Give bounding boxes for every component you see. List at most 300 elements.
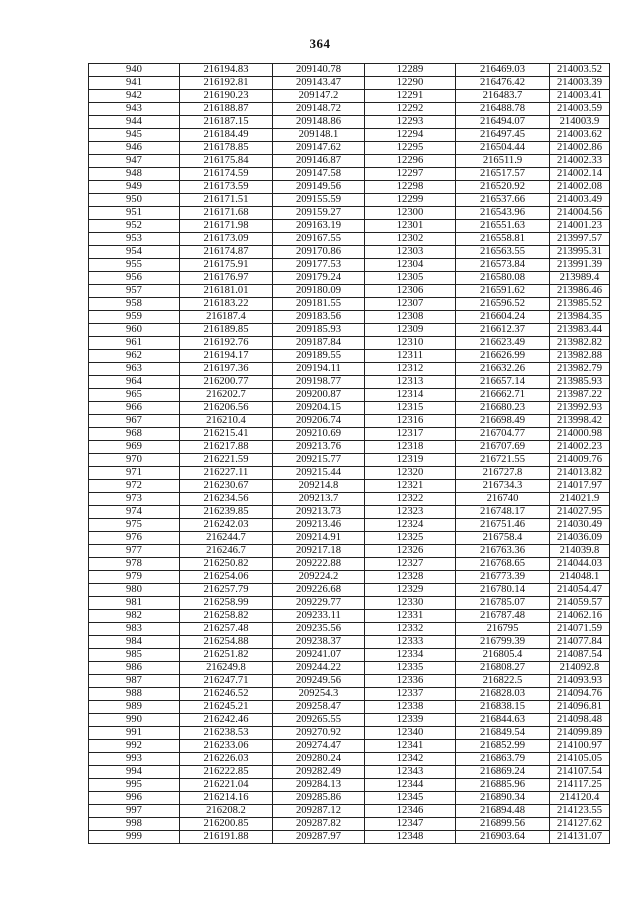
x-coordinate-b-cell: 216626.99: [456, 350, 550, 363]
y-coordinate-a-cell: 209213.46: [273, 519, 365, 532]
table-row: [89, 493, 610, 506]
point-number-b-cell: 12302: [365, 233, 456, 246]
point-number-b-cell: 12305: [365, 272, 456, 285]
point-number-a-cell: 942: [89, 90, 180, 103]
point-number-a-cell: 949: [89, 181, 180, 194]
x-coordinate-a-cell: 216246.52: [180, 688, 273, 701]
x-coordinate-b-cell: 216704.77: [456, 428, 550, 441]
y-coordinate-a-cell: 209143.47: [273, 77, 365, 90]
x-coordinate-a-cell: 216184.49: [180, 129, 273, 142]
point-number-b-cell: 12343: [365, 766, 456, 779]
table-row: [89, 311, 610, 324]
point-number-b-cell: 12335: [365, 662, 456, 675]
point-number-a-cell: 953: [89, 233, 180, 246]
point-number-a-cell: 958: [89, 298, 180, 311]
x-coordinate-a-cell: 216221.59: [180, 454, 273, 467]
y-coordinate-a-cell: 209217.18: [273, 545, 365, 558]
point-number-a-cell: 948: [89, 168, 180, 181]
table-row: [89, 610, 610, 623]
table-row: [89, 285, 610, 298]
y-coordinate-a-cell: 209187.84: [273, 337, 365, 350]
x-coordinate-b-cell: 216698.49: [456, 415, 550, 428]
point-number-b-cell: 12325: [365, 532, 456, 545]
x-coordinate-b-cell: 216799.39: [456, 636, 550, 649]
table-row: [89, 337, 610, 350]
x-coordinate-a-cell: 216217.88: [180, 441, 273, 454]
y-coordinate-a-cell: 209149.56: [273, 181, 365, 194]
point-number-a-cell: 968: [89, 428, 180, 441]
point-number-b-cell: 12312: [365, 363, 456, 376]
x-coordinate-b-cell: 216488.78: [456, 103, 550, 116]
table-row: [89, 350, 610, 363]
table-row: [89, 792, 610, 805]
x-coordinate-a-cell: 216188.87: [180, 103, 273, 116]
table-row: [89, 558, 610, 571]
x-coordinate-b-cell: 216558.81: [456, 233, 550, 246]
y-coordinate-b-cell: 214001.23: [550, 220, 610, 233]
y-coordinate-b-cell: 213989.4: [550, 272, 610, 285]
y-coordinate-b-cell: 214107.54: [550, 766, 610, 779]
table-row: [89, 623, 610, 636]
point-number-a-cell: 960: [89, 324, 180, 337]
table-row: [89, 142, 610, 155]
point-number-b-cell: 12293: [365, 116, 456, 129]
y-coordinate-b-cell: 214094.76: [550, 688, 610, 701]
y-coordinate-b-cell: 213985.52: [550, 298, 610, 311]
point-number-a-cell: 997: [89, 805, 180, 818]
y-coordinate-a-cell: 209147.2: [273, 90, 365, 103]
table-row: [89, 233, 610, 246]
table-row: [89, 805, 610, 818]
x-coordinate-a-cell: 216206.56: [180, 402, 273, 415]
point-number-a-cell: 983: [89, 623, 180, 636]
x-coordinate-b-cell: 216657.14: [456, 376, 550, 389]
point-number-a-cell: 965: [89, 389, 180, 402]
x-coordinate-b-cell: 216497.45: [456, 129, 550, 142]
point-number-a-cell: 944: [89, 116, 180, 129]
y-coordinate-a-cell: 209235.56: [273, 623, 365, 636]
y-coordinate-a-cell: 209147.62: [273, 142, 365, 155]
y-coordinate-b-cell: 213995.31: [550, 246, 610, 259]
point-number-a-cell: 977: [89, 545, 180, 558]
x-coordinate-b-cell: 216632.26: [456, 363, 550, 376]
y-coordinate-b-cell: 214123.55: [550, 805, 610, 818]
point-number-b-cell: 12348: [365, 831, 456, 844]
x-coordinate-b-cell: 216780.14: [456, 584, 550, 597]
table-row: [89, 597, 610, 610]
x-coordinate-b-cell: 216763.36: [456, 545, 550, 558]
y-coordinate-b-cell: 214077.84: [550, 636, 610, 649]
y-coordinate-b-cell: 214093.93: [550, 675, 610, 688]
x-coordinate-b-cell: 216894.48: [456, 805, 550, 818]
y-coordinate-a-cell: 209198.77: [273, 376, 365, 389]
x-coordinate-a-cell: 216175.84: [180, 155, 273, 168]
table-row: [89, 428, 610, 441]
y-coordinate-b-cell: 214098.48: [550, 714, 610, 727]
x-coordinate-a-cell: 216192.81: [180, 77, 273, 90]
x-coordinate-b-cell: 216707.69: [456, 441, 550, 454]
y-coordinate-b-cell: 214036.09: [550, 532, 610, 545]
table-row: [89, 64, 610, 77]
x-coordinate-a-cell: 216221.04: [180, 779, 273, 792]
table-row: [89, 207, 610, 220]
x-coordinate-b-cell: 216773.39: [456, 571, 550, 584]
x-coordinate-a-cell: 216208.2: [180, 805, 273, 818]
y-coordinate-a-cell: 209280.24: [273, 753, 365, 766]
point-number-a-cell: 993: [89, 753, 180, 766]
x-coordinate-b-cell: 216483.7: [456, 90, 550, 103]
point-number-b-cell: 12311: [365, 350, 456, 363]
y-coordinate-a-cell: 209213.76: [273, 441, 365, 454]
x-coordinate-a-cell: 216171.68: [180, 207, 273, 220]
x-coordinate-b-cell: 216734.3: [456, 480, 550, 493]
y-coordinate-b-cell: 214002.14: [550, 168, 610, 181]
y-coordinate-b-cell: 214100.97: [550, 740, 610, 753]
x-coordinate-a-cell: 216254.88: [180, 636, 273, 649]
point-number-a-cell: 972: [89, 480, 180, 493]
y-coordinate-b-cell: 214054.47: [550, 584, 610, 597]
y-coordinate-a-cell: 209179.24: [273, 272, 365, 285]
table-row: [89, 467, 610, 480]
table-row: [89, 376, 610, 389]
y-coordinate-a-cell: 209215.44: [273, 467, 365, 480]
y-coordinate-a-cell: 209204.15: [273, 402, 365, 415]
y-coordinate-a-cell: 209222.88: [273, 558, 365, 571]
point-number-a-cell: 950: [89, 194, 180, 207]
y-coordinate-a-cell: 209167.55: [273, 233, 365, 246]
point-number-a-cell: 988: [89, 688, 180, 701]
y-coordinate-b-cell: 214017.97: [550, 480, 610, 493]
point-number-a-cell: 971: [89, 467, 180, 480]
x-coordinate-a-cell: 216171.98: [180, 220, 273, 233]
table-row: [89, 220, 610, 233]
point-number-b-cell: 12345: [365, 792, 456, 805]
y-coordinate-b-cell: 213983.44: [550, 324, 610, 337]
point-number-b-cell: 12330: [365, 597, 456, 610]
point-number-b-cell: 12334: [365, 649, 456, 662]
point-number-a-cell: 962: [89, 350, 180, 363]
x-coordinate-a-cell: 216187.15: [180, 116, 273, 129]
point-number-b-cell: 12333: [365, 636, 456, 649]
point-number-a-cell: 986: [89, 662, 180, 675]
y-coordinate-b-cell: 213986.46: [550, 285, 610, 298]
y-coordinate-b-cell: 214002.23: [550, 441, 610, 454]
x-coordinate-a-cell: 216246.7: [180, 545, 273, 558]
point-number-b-cell: 12318: [365, 441, 456, 454]
y-coordinate-a-cell: 209194.11: [273, 363, 365, 376]
table-row: [89, 779, 610, 792]
y-coordinate-b-cell: 214062.16: [550, 610, 610, 623]
y-coordinate-b-cell: 214027.95: [550, 506, 610, 519]
point-number-a-cell: 974: [89, 506, 180, 519]
y-coordinate-a-cell: 209148.72: [273, 103, 365, 116]
y-coordinate-b-cell: 214013.82: [550, 467, 610, 480]
table-row: [89, 545, 610, 558]
point-number-b-cell: 12308: [365, 311, 456, 324]
point-number-b-cell: 12307: [365, 298, 456, 311]
y-coordinate-b-cell: 214131.07: [550, 831, 610, 844]
x-coordinate-b-cell: 216885.96: [456, 779, 550, 792]
x-coordinate-a-cell: 216230.67: [180, 480, 273, 493]
x-coordinate-b-cell: 216504.44: [456, 142, 550, 155]
point-number-a-cell: 941: [89, 77, 180, 90]
table-row: [89, 831, 610, 844]
table-row: [89, 766, 610, 779]
x-coordinate-b-cell: 216551.63: [456, 220, 550, 233]
y-coordinate-b-cell: 214039.8: [550, 545, 610, 558]
x-coordinate-a-cell: 216200.85: [180, 818, 273, 831]
x-coordinate-b-cell: 216785.07: [456, 597, 550, 610]
point-number-b-cell: 12303: [365, 246, 456, 259]
x-coordinate-a-cell: 216239.85: [180, 506, 273, 519]
x-coordinate-a-cell: 216202.7: [180, 389, 273, 402]
table-row: [89, 519, 610, 532]
x-coordinate-a-cell: 216215.41: [180, 428, 273, 441]
y-coordinate-a-cell: 209181.55: [273, 298, 365, 311]
y-coordinate-a-cell: 209210.69: [273, 428, 365, 441]
point-number-b-cell: 12329: [365, 584, 456, 597]
point-number-a-cell: 964: [89, 376, 180, 389]
x-coordinate-b-cell: 216469.03: [456, 64, 550, 77]
point-number-a-cell: 978: [89, 558, 180, 571]
point-number-a-cell: 992: [89, 740, 180, 753]
y-coordinate-b-cell: 213997.57: [550, 233, 610, 246]
y-coordinate-b-cell: 213984.35: [550, 311, 610, 324]
x-coordinate-a-cell: 216242.03: [180, 519, 273, 532]
point-number-b-cell: 12328: [365, 571, 456, 584]
point-number-b-cell: 12292: [365, 103, 456, 116]
y-coordinate-b-cell: 214000.98: [550, 428, 610, 441]
x-coordinate-a-cell: 216247.71: [180, 675, 273, 688]
x-coordinate-b-cell: 216751.46: [456, 519, 550, 532]
y-coordinate-b-cell: 214071.59: [550, 623, 610, 636]
point-number-b-cell: 12299: [365, 194, 456, 207]
x-coordinate-a-cell: 216190.23: [180, 90, 273, 103]
y-coordinate-a-cell: 209200.87: [273, 389, 365, 402]
x-coordinate-a-cell: 216194.17: [180, 350, 273, 363]
point-number-b-cell: 12337: [365, 688, 456, 701]
point-number-a-cell: 945: [89, 129, 180, 142]
y-coordinate-b-cell: 213982.79: [550, 363, 610, 376]
y-coordinate-b-cell: 213991.39: [550, 259, 610, 272]
point-number-a-cell: 963: [89, 363, 180, 376]
point-number-b-cell: 12315: [365, 402, 456, 415]
x-coordinate-b-cell: 216517.57: [456, 168, 550, 181]
x-coordinate-b-cell: 216563.55: [456, 246, 550, 259]
x-coordinate-b-cell: 216805.4: [456, 649, 550, 662]
y-coordinate-a-cell: 209213.73: [273, 506, 365, 519]
point-number-b-cell: 12340: [365, 727, 456, 740]
y-coordinate-b-cell: 214021.9: [550, 493, 610, 506]
table-row: [89, 688, 610, 701]
y-coordinate-a-cell: 209146.87: [273, 155, 365, 168]
x-coordinate-a-cell: 216194.83: [180, 64, 273, 77]
x-coordinate-a-cell: 216233.06: [180, 740, 273, 753]
point-number-b-cell: 12336: [365, 675, 456, 688]
point-number-a-cell: 995: [89, 779, 180, 792]
y-coordinate-a-cell: 209249.56: [273, 675, 365, 688]
point-number-a-cell: 991: [89, 727, 180, 740]
x-coordinate-a-cell: 216214.16: [180, 792, 273, 805]
point-number-b-cell: 12309: [365, 324, 456, 337]
x-coordinate-a-cell: 216192.76: [180, 337, 273, 350]
point-number-a-cell: 959: [89, 311, 180, 324]
x-coordinate-a-cell: 216254.06: [180, 571, 273, 584]
x-coordinate-a-cell: 216226.03: [180, 753, 273, 766]
point-number-b-cell: 12300: [365, 207, 456, 220]
table-row: [89, 727, 610, 740]
x-coordinate-b-cell: 216869.24: [456, 766, 550, 779]
point-number-b-cell: 12301: [365, 220, 456, 233]
y-coordinate-a-cell: 209282.49: [273, 766, 365, 779]
x-coordinate-b-cell: 216795: [456, 623, 550, 636]
x-coordinate-b-cell: 216787.48: [456, 610, 550, 623]
x-coordinate-a-cell: 216258.99: [180, 597, 273, 610]
x-coordinate-b-cell: 216511.9: [456, 155, 550, 168]
x-coordinate-b-cell: 216768.65: [456, 558, 550, 571]
table-row: [89, 584, 610, 597]
point-number-a-cell: 970: [89, 454, 180, 467]
table-row: [89, 415, 610, 428]
y-coordinate-b-cell: 214003.52: [550, 64, 610, 77]
table-row: [89, 103, 610, 116]
point-number-b-cell: 12314: [365, 389, 456, 402]
point-number-b-cell: 12323: [365, 506, 456, 519]
point-number-a-cell: 973: [89, 493, 180, 506]
x-coordinate-b-cell: 216899.56: [456, 818, 550, 831]
table-row: [89, 116, 610, 129]
x-coordinate-b-cell: 216591.62: [456, 285, 550, 298]
y-coordinate-b-cell: 213998.42: [550, 415, 610, 428]
x-coordinate-b-cell: 216543.96: [456, 207, 550, 220]
y-coordinate-b-cell: 214096.81: [550, 701, 610, 714]
y-coordinate-b-cell: 214105.05: [550, 753, 610, 766]
x-coordinate-a-cell: 216174.59: [180, 168, 273, 181]
table-row: [89, 90, 610, 103]
x-coordinate-b-cell: 216596.52: [456, 298, 550, 311]
x-coordinate-b-cell: 216903.64: [456, 831, 550, 844]
table-row: [89, 181, 610, 194]
point-number-b-cell: 12321: [365, 480, 456, 493]
y-coordinate-a-cell: 209224.2: [273, 571, 365, 584]
y-coordinate-b-cell: 214030.49: [550, 519, 610, 532]
x-coordinate-b-cell: 216580.08: [456, 272, 550, 285]
x-coordinate-a-cell: 216173.59: [180, 181, 273, 194]
table-row: [89, 714, 610, 727]
table-row: [89, 155, 610, 168]
y-coordinate-a-cell: 209170.86: [273, 246, 365, 259]
y-coordinate-a-cell: 209284.13: [273, 779, 365, 792]
point-number-a-cell: 943: [89, 103, 180, 116]
y-coordinate-b-cell: 213987.22: [550, 389, 610, 402]
y-coordinate-b-cell: 213992.93: [550, 402, 610, 415]
x-coordinate-a-cell: 216258.82: [180, 610, 273, 623]
y-coordinate-b-cell: 214002.86: [550, 142, 610, 155]
point-number-a-cell: 982: [89, 610, 180, 623]
y-coordinate-b-cell: 214048.1: [550, 571, 610, 584]
x-coordinate-a-cell: 216227.11: [180, 467, 273, 480]
point-number-a-cell: 946: [89, 142, 180, 155]
y-coordinate-a-cell: 209254.3: [273, 688, 365, 701]
x-coordinate-a-cell: 216242.46: [180, 714, 273, 727]
point-number-b-cell: 12319: [365, 454, 456, 467]
x-coordinate-a-cell: 216257.48: [180, 623, 273, 636]
page-number: 364: [309, 36, 331, 51]
y-coordinate-a-cell: 209258.47: [273, 701, 365, 714]
point-number-a-cell: 980: [89, 584, 180, 597]
y-coordinate-b-cell: 214003.39: [550, 77, 610, 90]
point-number-b-cell: 12338: [365, 701, 456, 714]
x-coordinate-b-cell: 216680.23: [456, 402, 550, 415]
point-number-a-cell: 947: [89, 155, 180, 168]
y-coordinate-a-cell: 209244.22: [273, 662, 365, 675]
table-row: [89, 649, 610, 662]
y-coordinate-b-cell: 214059.57: [550, 597, 610, 610]
x-coordinate-b-cell: 216808.27: [456, 662, 550, 675]
y-coordinate-b-cell: 214003.49: [550, 194, 610, 207]
point-number-b-cell: 12347: [365, 818, 456, 831]
y-coordinate-a-cell: 209270.92: [273, 727, 365, 740]
point-number-b-cell: 12341: [365, 740, 456, 753]
y-coordinate-b-cell: 213982.88: [550, 350, 610, 363]
x-coordinate-a-cell: 216200.77: [180, 376, 273, 389]
x-coordinate-a-cell: 216191.88: [180, 831, 273, 844]
y-coordinate-a-cell: 209241.07: [273, 649, 365, 662]
point-number-a-cell: 984: [89, 636, 180, 649]
point-number-a-cell: 952: [89, 220, 180, 233]
x-coordinate-a-cell: 216222.85: [180, 766, 273, 779]
point-number-b-cell: 12320: [365, 467, 456, 480]
y-coordinate-b-cell: 214087.54: [550, 649, 610, 662]
x-coordinate-a-cell: 216174.87: [180, 246, 273, 259]
point-number-b-cell: 12310: [365, 337, 456, 350]
table-row: [89, 441, 610, 454]
table-row: [89, 168, 610, 181]
x-coordinate-a-cell: 216176.97: [180, 272, 273, 285]
table-row: [89, 194, 610, 207]
y-coordinate-a-cell: 209233.11: [273, 610, 365, 623]
y-coordinate-a-cell: 209215.77: [273, 454, 365, 467]
table-row: [89, 298, 610, 311]
y-coordinate-a-cell: 209214.8: [273, 480, 365, 493]
x-coordinate-b-cell: 216748.17: [456, 506, 550, 519]
x-coordinate-b-cell: 216822.5: [456, 675, 550, 688]
point-number-a-cell: 940: [89, 64, 180, 77]
point-number-a-cell: 975: [89, 519, 180, 532]
table-row: [89, 272, 610, 285]
point-number-a-cell: 954: [89, 246, 180, 259]
point-number-a-cell: 976: [89, 532, 180, 545]
table-row: [89, 402, 610, 415]
y-coordinate-b-cell: 214117.25: [550, 779, 610, 792]
point-number-a-cell: 998: [89, 818, 180, 831]
table-row: [89, 363, 610, 376]
x-coordinate-a-cell: 216238.53: [180, 727, 273, 740]
point-number-b-cell: 12342: [365, 753, 456, 766]
y-coordinate-a-cell: 209226.68: [273, 584, 365, 597]
table-row: [89, 675, 610, 688]
y-coordinate-b-cell: 214003.41: [550, 90, 610, 103]
point-number-b-cell: 12322: [365, 493, 456, 506]
x-coordinate-a-cell: 216197.36: [180, 363, 273, 376]
y-coordinate-a-cell: 209148.86: [273, 116, 365, 129]
y-coordinate-a-cell: 209180.09: [273, 285, 365, 298]
y-coordinate-a-cell: 209155.59: [273, 194, 365, 207]
y-coordinate-a-cell: 209229.77: [273, 597, 365, 610]
table-row: [89, 740, 610, 753]
x-coordinate-b-cell: 216494.07: [456, 116, 550, 129]
x-coordinate-a-cell: 216250.82: [180, 558, 273, 571]
